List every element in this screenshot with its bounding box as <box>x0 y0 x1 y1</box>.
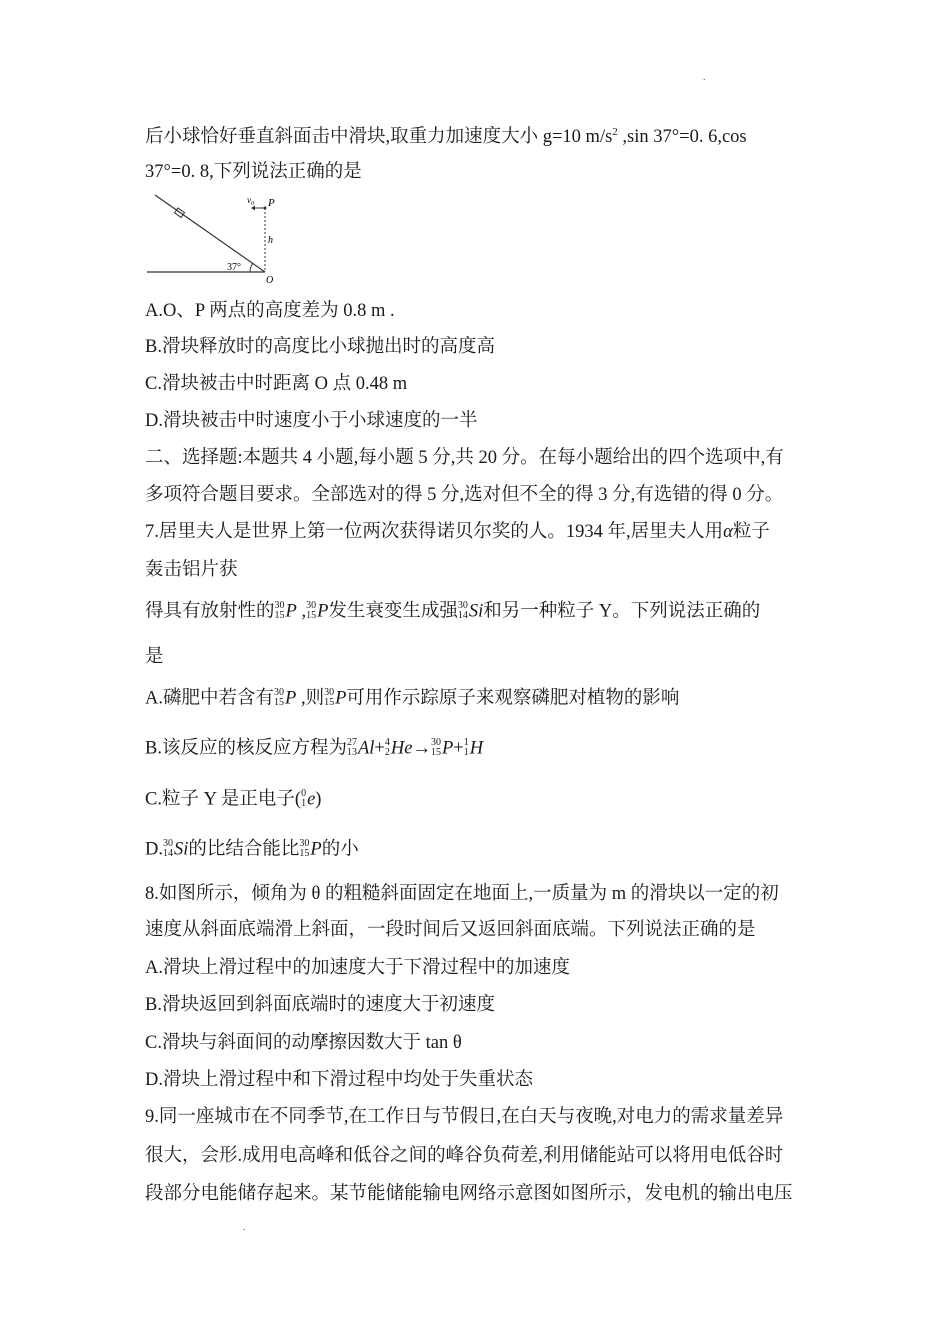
page-mark-top: . <box>703 72 706 83</box>
q7-line-3-t3: 发生衰变生成强 <box>328 601 458 622</box>
page-mark-bottom: . <box>243 1222 246 1233</box>
q9-line-1: 9.同一座城市在不同季节,在工作日与节假日,在白天与夜晚,对电力的需求量差异 <box>145 1107 784 1127</box>
p-label: P <box>268 197 275 209</box>
q7-line-1-pre: 7.居里夫人是世界上第一位两次获得诺贝尔奖的人。1934 年,居里夫人用 <box>145 522 724 542</box>
q6-line-1 <box>145 127 805 147</box>
nuclide-p30: 30 15 P <box>430 737 454 759</box>
q7-option-a: A.磷肥中若含有 30 15 P ,则 30 15 P可用作示踪原子来观察磷肥对植物的影响 <box>145 687 680 709</box>
incline-line <box>155 195 265 272</box>
q9-line-3: 段部分电能储存起来。某节能储能输电网络示意图如图所示，发电机的输出电压 <box>145 1184 793 1204</box>
incline-figure <box>145 192 285 284</box>
q7-line-4: 是 <box>145 647 164 667</box>
angle-label: 37° <box>227 262 241 273</box>
alpha-symbol: α <box>723 522 733 542</box>
q7-line-2: 轰击铝片获 <box>145 560 238 580</box>
h-label: h <box>268 235 273 246</box>
q8-line-1: 8.如图所示，倾角为 θ 的粗糙斜面固定在地面上,一质量为 m 的滑块以一定的初 <box>145 884 779 904</box>
q6-line-1-sup: 2 <box>612 126 618 138</box>
q7-line-1-post: 粒子 <box>732 522 770 542</box>
nuclide-si30: 30 14 Si <box>457 600 484 622</box>
q8-option-a: A.滑块上滑过程中的加速度大于下滑过程中的加速度 <box>145 958 570 978</box>
nuclide-p30: 30 15 P <box>299 838 322 860</box>
nuclide-p30: 30 15 P <box>274 687 297 709</box>
q8-option-c: C.滑块与斜面间的动摩擦因数大于 tan θ <box>145 1033 462 1053</box>
nuclide-he4: 4 2 He <box>384 737 413 759</box>
q6-line-2: 37°=0. 8,下列说法正确的是 <box>145 162 362 182</box>
q8-line-2: 速度从斜面底端滑上斜面，一段时间后又返回斜面底端。下列说法正确的是 <box>145 920 756 940</box>
q6-option-b: B.滑块释放时的高度比小球抛出时的高度高 <box>145 337 495 357</box>
q7-option-d: D. 30 14 Si的比结合能比 30 15 P的小 <box>145 838 359 860</box>
nuclide-p30: 30 15 P <box>274 600 297 622</box>
nuclide-h1: 1 1 H <box>463 737 484 759</box>
o-label: O <box>266 275 274 284</box>
q9-line-2: 很大，会形.成用电高峰和低谷之间的峰谷负荷差,利用储能站可以将用电低谷时 <box>145 1146 784 1166</box>
q7-option-c: C.粒子 Y 是正电子( 0 1 e) <box>145 788 322 810</box>
nuclide-p30: 30 15 P <box>306 600 329 622</box>
q8-option-d: D.滑块上滑过程中和下滑过程中均处于失重状态 <box>145 1070 533 1090</box>
q6-option-d: D.滑块被击中时速度小于小球速度的一半 <box>145 411 478 431</box>
q7-option-b: B.该反应的核反应方程为 27 13 Al+ 4 2 He→ 30 15 P+ 1 1 H <box>145 737 484 759</box>
nuclide-si30: 30 14 Si <box>163 838 189 860</box>
q7-line-3-t4: 和另一种粒子 Y。下列说法正确的 <box>483 601 761 622</box>
q8-option-b: B.滑块返回到斜面底端时的速度大于初速度 <box>145 995 495 1015</box>
q6-option-a: A.O、P 两点的高度差为 0.8 m . <box>145 301 395 321</box>
positron-symbol: 0 1 e <box>301 788 316 810</box>
q7-line-3-t1: 得具有放射性的 <box>145 601 275 622</box>
q7-line-3 <box>145 602 760 622</box>
q6-line-1-post: ,sin 37°=0. 6,cos <box>617 127 747 148</box>
q7-line-1 <box>145 523 770 542</box>
q6-option-c: C.滑块被击中时距离 O 点 0.48 m <box>145 374 408 394</box>
angle-arc <box>250 263 253 272</box>
section2-line-2: 多项符合题目要求。全部选对的得 5 分,选对但不全的得 3 分,有选错的得 0 分。 <box>145 485 784 505</box>
section2-line-1: 二、选择题:本题共 4 小题,每小题 5 分,共 20 分。在每小题给出的四个选项中,有 <box>145 448 784 468</box>
v0-label: $v_0$ <box>247 195 254 207</box>
reaction-arrow: → <box>412 738 431 759</box>
q6-line-1-pre: 后小球恰好垂直斜面击中滑块,取重力加速度大小 g=10 m/s <box>145 127 613 148</box>
nuclide-p30: 30 15 P <box>324 687 347 709</box>
point-p <box>264 207 267 210</box>
q7-line-3-t2: , <box>296 601 307 622</box>
nuclide-al27: 27 13 Al <box>346 737 375 759</box>
